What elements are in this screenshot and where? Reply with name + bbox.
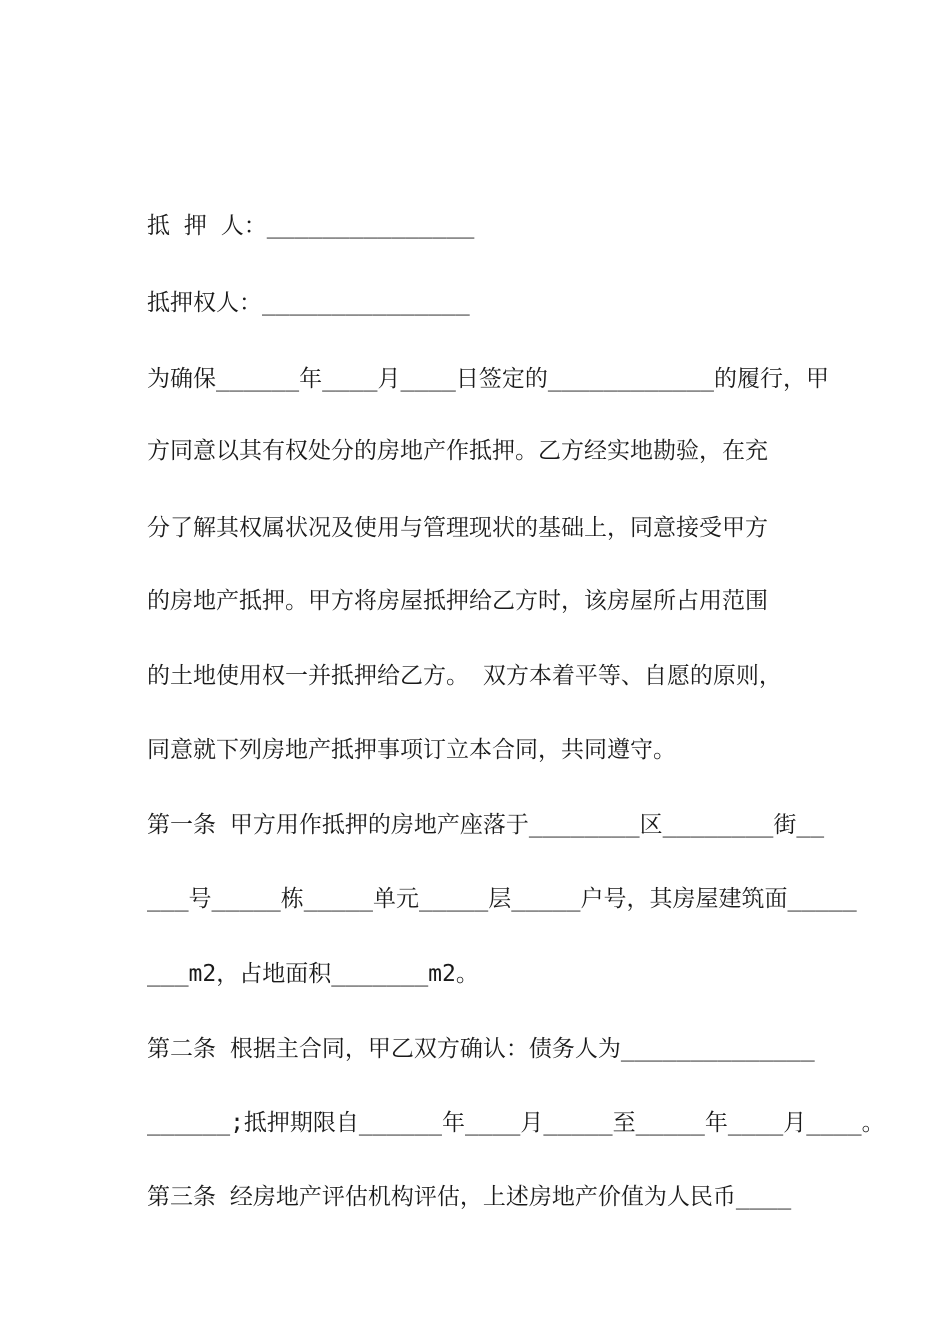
article-three-line: 第三条 经房地产评估机构评估，上述房地产价值为人民币____	[147, 1184, 792, 1210]
paragraph-line: 为确保______年____月____日签定的____________的履行，甲	[147, 366, 830, 392]
paragraph-line: 的土地使用权一并抵押给乙方。 双方本着平等、自愿的原则，	[147, 663, 782, 689]
mortgagor-line: 抵 押 人：_______________	[147, 213, 475, 239]
paragraph-line: 方同意以其有权处分的房地产作抵押。乙方经实地勘验，在充	[147, 438, 768, 464]
mortgagee-line: 抵押权人：_______________	[147, 290, 470, 316]
article-one-line: ___号_____栋_____单元_____层_____户号，其房屋建筑面_____	[147, 886, 857, 912]
paragraph-line: 的房地产抵押。甲方将房屋抵押给乙方时，该房屋所占用范围	[147, 588, 768, 614]
article-one-line: 第一条 甲方用作抵押的房地产座落于________区________街__	[147, 812, 825, 838]
article-two-line: ______;抵押期限自______年____月_____至_____年____月____。	[147, 1110, 885, 1136]
article-one-line: ___m2，占地面积_______m2。	[147, 961, 479, 987]
paragraph-line: 分了解其权属状况及使用与管理现状的基础上，同意接受甲方	[147, 515, 768, 541]
paragraph-line: 同意就下列房地产抵押事项订立本合同，共同遵守。	[147, 737, 676, 763]
article-two-line: 第二条 根据主合同，甲乙双方确认：债务人为______________	[147, 1036, 815, 1062]
